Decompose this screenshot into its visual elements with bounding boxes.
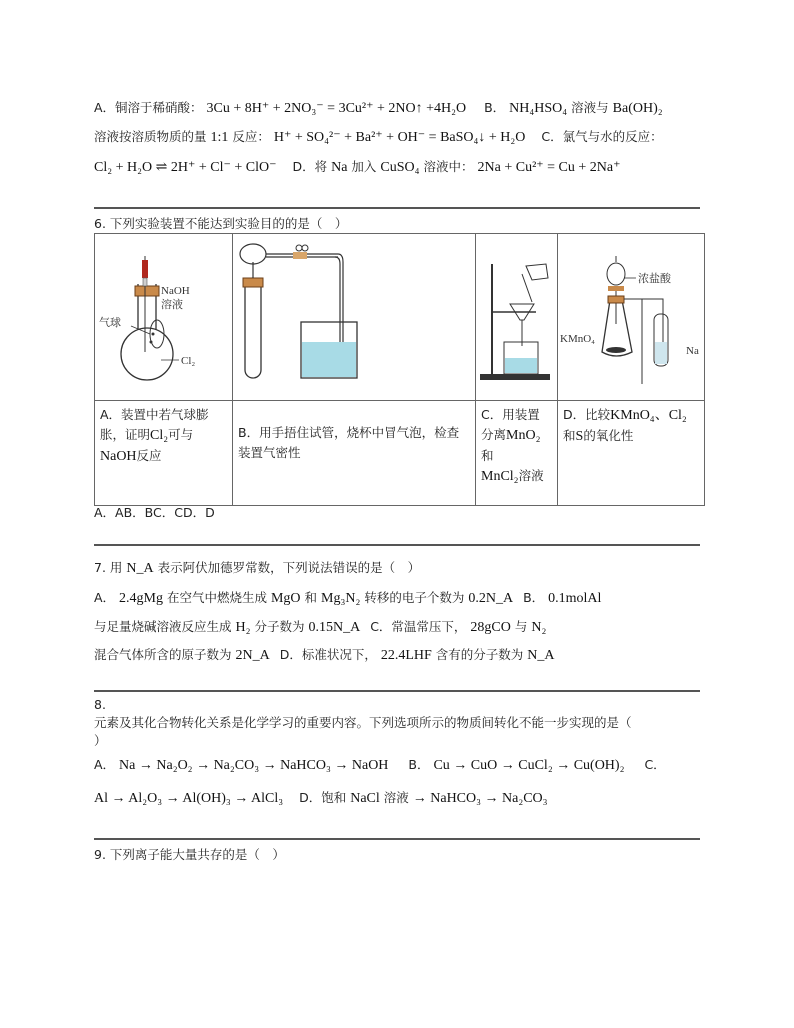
q5-option-c-label: C．氯气与水的反应： [541, 129, 663, 144]
divider-4 [94, 838, 700, 840]
caption-d-text-1: D．比较 [563, 407, 611, 422]
q6-caption-a [95, 401, 233, 506]
q5-option-b-text-2: 溶液按溶质物质的量 [94, 129, 207, 144]
flask-balloon-diagram [95, 234, 233, 397]
q7-option-c-text-1: C．常温常压下， [370, 619, 467, 634]
q7-option-d-text-1: D．标准状况下， [279, 647, 377, 662]
q7-option-a-text-1: 在空气中燃烧生成 [166, 590, 267, 605]
q5-option-b-text-1: 溶液与 [571, 100, 609, 115]
caption-a-text-2: 可与 [168, 427, 194, 442]
q6-figure-b [233, 234, 476, 401]
q7-option-a-formula-1: 2.4gMg [119, 591, 163, 606]
q5-option-d-text-1: D．将 [292, 159, 328, 174]
q5-option-b-ratio: 1:1 [210, 130, 229, 145]
caption-c-text-3: 溶液 [518, 468, 544, 483]
q7-option-c-formula-3: 2N_A [235, 648, 270, 663]
q5-option-c-equation: Cl₂ + H₂O ⇌ 2H⁺ + Cl⁻ + ClO⁻ [94, 160, 277, 175]
q8-number: 8. [94, 697, 106, 712]
q5-option-b-text-3: 反应： [232, 129, 270, 144]
q7-option-b-formula-2: H₂ [235, 620, 251, 635]
q5-option-d-text-2: 加入 [351, 159, 377, 174]
q6-figure-c [476, 234, 558, 401]
q8-option-d-text-2: 溶液 [383, 790, 409, 805]
q7-option-d-formula-1: 22.4LHF [380, 648, 432, 663]
label-kmno4: KMnO₄ [560, 333, 596, 345]
caption-d-formula-2: S [575, 429, 584, 444]
caption-b-text: B．用手捂住试管，烧杯中冒气泡，检查装置气密性 [238, 425, 460, 460]
oxidation-comparison-diagram [558, 234, 705, 397]
q7-option-a-text-3: 转移的电子个数为 [364, 590, 465, 605]
q8-stem-end: ） [94, 733, 107, 748]
caption-a-formula-2: NaOH [100, 449, 137, 464]
q5-option-d-text-3: 溶液中： [423, 159, 474, 174]
q5-option-d-formula-2: CuSO₄ [380, 160, 420, 175]
q5-line-2 [94, 127, 700, 146]
q5-option-b-formula-1: NH₄HSO₄ [509, 101, 568, 116]
q8-stem: 元素及其化合物转化关系是化学学习的重要内容。下列选项所示的物质间转化不能一步实现的是（ [94, 715, 632, 730]
q8-option-b-chain: Cu → CuO → CuCl₂ → Cu(OH)₂ [433, 758, 625, 773]
q5-option-a-equation: 3Cu + 8H⁺ + 2NO₃⁻ = 3Cu²⁺ + 2NO↑ +4H₂O [206, 101, 467, 116]
q6-caption-b [233, 401, 476, 506]
q7-option-a-formula-3: Mg₃N₂ [321, 591, 361, 606]
q7-option-d-formula-2: N_A [527, 648, 555, 663]
q7-option-b-formula-1: 0.1molAl [548, 591, 602, 606]
q6-options: A．AB．BC．CD．D [94, 505, 215, 520]
caption-a-formula-1: Cl₂ [150, 428, 169, 443]
label-conc-hcl: 浓盐酸 [638, 273, 671, 285]
q7-num: 7. 用 [94, 560, 123, 575]
filtration-diagram [476, 234, 558, 397]
q8-option-a-label: A． [94, 757, 116, 772]
caption-a-text-3: 反应 [136, 448, 162, 463]
q8-option-c-label: C． [644, 757, 666, 772]
q5-option-b-formula-2: Ba(OH)₂ [612, 101, 663, 116]
q7-line-2 [94, 588, 700, 607]
q8-option-d-text-1: D．饱和 [299, 790, 347, 805]
q8-option-b-label: B． [408, 757, 430, 772]
q7-line-4 [94, 645, 700, 664]
caption-d-text-2: 和 [563, 428, 576, 443]
q7-line-3 [94, 617, 700, 636]
q6-caption-c [476, 401, 558, 506]
q8-option-a-chain: Na → Na₂O₂ → Na₂CO₃ → NaHCO₃ → NaOH [119, 758, 389, 773]
q7-option-c-formula-2: N₂ [531, 620, 547, 635]
q8-line-options-ab [94, 755, 700, 774]
q8-option-c-chain: Al → Al₂O₃ → Al(OH)₃ → AlCl₃ [94, 791, 284, 806]
q5-option-b-label: B． [484, 100, 506, 115]
q7-line-1 [94, 558, 700, 577]
q7-option-c-formula-1: 28gCO [470, 620, 511, 635]
caption-c-text-1: C．用装置分离 [481, 407, 540, 442]
q8-option-d-chain: → NaHCO₃ → Na₂CO₃ [412, 791, 548, 806]
q7-option-a-label: A． [94, 590, 116, 605]
airtightness-test-diagram [233, 234, 476, 397]
caption-c-formula-1: MnO₂ [506, 428, 541, 443]
caption-c-formula-2: MnCl₂ [481, 469, 519, 484]
q6-caption-d [558, 401, 705, 506]
divider-1 [94, 207, 700, 209]
q7-option-b-label: B． [523, 590, 545, 605]
label-na: Na [686, 345, 699, 357]
q6-stem: 6. 下列实验装置不能达到实验目的的是（ ） [94, 216, 348, 231]
label-cl2: Cl₂ [181, 355, 196, 367]
q8-line-options-cd [94, 788, 700, 807]
q7-stem: 表示阿伏加德罗常数，下列说法错误的是（ ） [157, 560, 421, 575]
q7-na-symbol: N_A [126, 561, 154, 576]
q5-line-3 [94, 157, 700, 176]
q5-option-b-equation: H⁺ + SO₄²⁻ + Ba²⁺ + OH⁻ = BaSO₄↓ + H₂O [273, 130, 526, 145]
q5-line-1 [94, 98, 700, 117]
q6-figure-a [95, 234, 233, 401]
q7-option-d-text-2: 含有的分子数为 [435, 647, 524, 662]
label-solution: 溶液 [161, 299, 183, 311]
q7-option-c-text-2: 与 [514, 619, 528, 634]
q7-option-b-formula-3: 0.15N_A [308, 620, 361, 635]
q5-option-a-label: A．铜溶于稀硝酸： [94, 100, 203, 115]
q8-option-d-formula-1: NaCl [350, 791, 380, 806]
caption-c-text-2: 和 [481, 448, 494, 463]
q7-option-c-text-3: 混合气体所含的原子数为 [94, 647, 232, 662]
q7-option-a-text-2: 和 [304, 590, 318, 605]
q7-option-b-text-1: 与足量烧碱溶液反应生成 [94, 619, 232, 634]
q9-stem: 9. 下列离子能大量共存的是（ ） [94, 847, 285, 862]
q7-option-b-text-2: 分子数为 [254, 619, 305, 634]
divider-2 [94, 544, 700, 546]
caption-d-formula-1: KMnO₄、Cl₂ [610, 408, 687, 423]
q6-figure-d [558, 234, 705, 401]
q7-option-a-formula-2: MgO [270, 591, 301, 606]
q7-option-a-formula-4: 0.2N_A [468, 591, 514, 606]
caption-d-text-3: 的氧化性 [583, 428, 634, 443]
q5-option-d-formula-1: Na [331, 160, 348, 175]
q5-option-d-equation: 2Na + Cu²⁺ = Cu + 2Na⁺ [477, 160, 621, 175]
label-naoh: NaOH [161, 285, 190, 297]
divider-3 [94, 690, 700, 692]
q6-apparatus-table [94, 233, 705, 506]
caption-a-text-1: A．装置中若气球膨胀，证明 [100, 407, 209, 442]
label-balloon: 气球 [99, 317, 121, 329]
